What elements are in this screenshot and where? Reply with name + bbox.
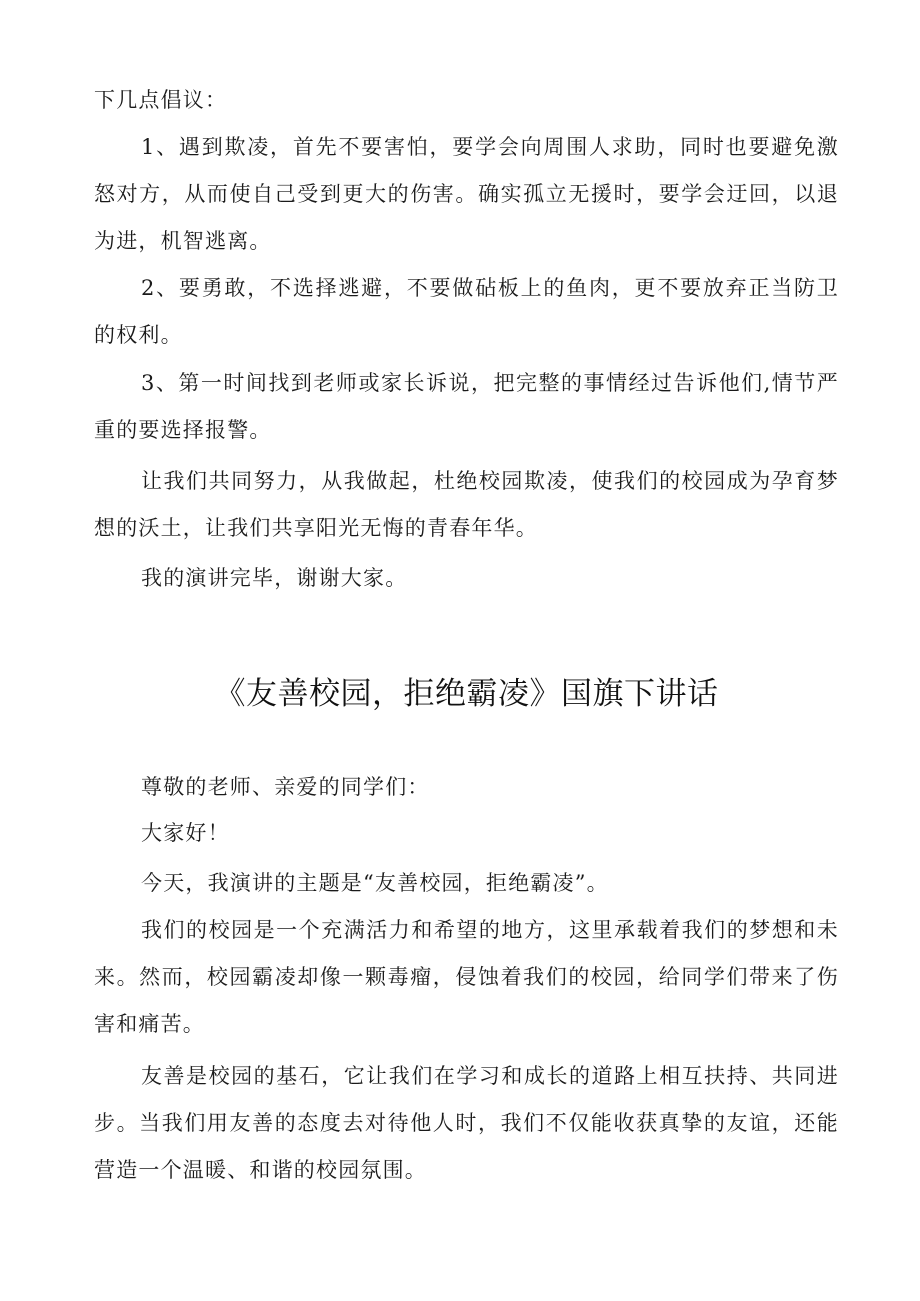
body-paragraph-2: 友善是校园的基石，它让我们在学习和成长的道路上相互扶持、共同进步。当我们用友善的态度去对待他人时，我们不仅能收获真挚的友谊，还能营造一个温暖、和谐的校园氛围。 (94, 1064, 839, 1182)
greeting-paragraph: 大家好！ (141, 821, 230, 845)
salutation-paragraph: 尊敬的老师、亲爱的同学们： (141, 775, 430, 799)
proposal-paragraph-1: 1、遇到欺凌，首先不要害怕，要学会向周围人求助，同时也要避免激怒对方，从而使自己受到更大的伤害。确实孤立无援时，要学会迂回，以退为进，机智逃离。 (94, 135, 839, 253)
proposal-paragraph-3: 3、第一时间找到老师或家长诉说，把完整的事情经过告诉他们,情节严重的要选择报警。 (94, 371, 839, 442)
call-to-action-paragraph: 让我们共同努力，从我做起，杜绝校园欺凌，使我们的校园成为孕育梦想的沃土，让我们共享阳光无悔的青春年华。 (94, 469, 839, 540)
closing-paragraph: 我的演讲完毕，谢谢大家。 (141, 566, 408, 590)
speech-title: 《友善校园，拒绝霸凌》国旗下讲话 (214, 676, 719, 712)
proposal-paragraph-2: 2、要勇敢，不选择逃避，不要做砧板上的鱼肉，更不要放弃正当防卫的权利。 (94, 276, 839, 347)
body-paragraph-1: 我们的校园是一个充满活力和希望的地方，这里承载着我们的梦想和未来。然而，校园霸凌却像一颗毒瘤，侵蚀着我们的校园，给同学们带来了伤害和痛苦。 (94, 918, 839, 1036)
intro-tail-paragraph: 下几点倡议： (94, 88, 228, 112)
topic-paragraph: 今天，我演讲的主题是“友善校园，拒绝霸凌”。 (141, 871, 609, 895)
